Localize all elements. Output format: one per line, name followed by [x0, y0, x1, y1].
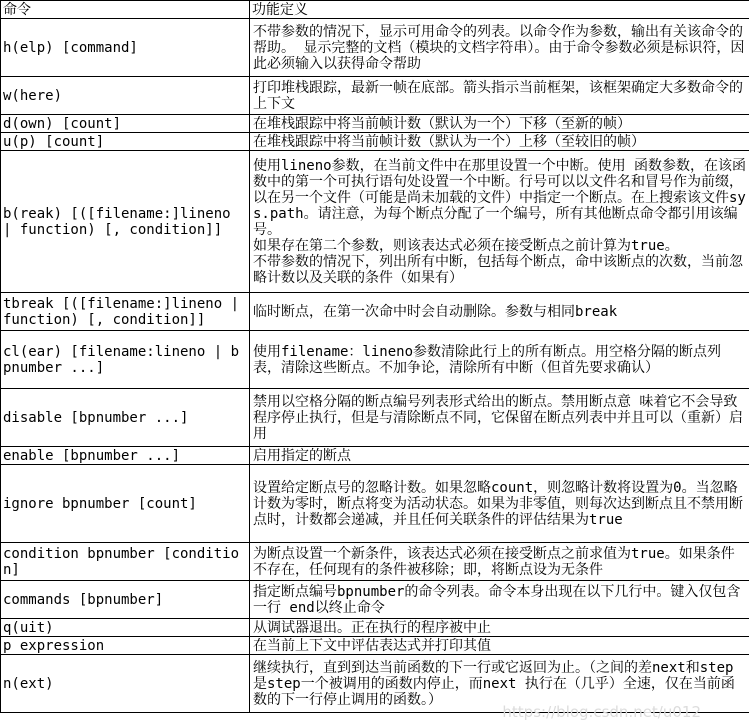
description-cell — [250, 465, 749, 543]
table-row — [1, 293, 749, 331]
command-cell: u(p) [count] — [1, 133, 250, 151]
table-row — [1, 115, 749, 133]
command-cell: tbreak [([filename:]lineno | function) [, condition]] — [1, 293, 250, 331]
description-cell — [250, 581, 749, 619]
description-paragraph: 临时断点，在第一次命中时会自动删除。参数与相同break — [253, 303, 618, 320]
table-row — [1, 19, 749, 77]
description-paragraph: 在当前上下文中评估表达式并打印其值 — [253, 637, 491, 654]
description-paragraph: 不带参数的情况下，列出所有中断，包括每个断点，命中该断点的次数，当前忽略计数以及关联的条件（如果有） — [253, 253, 743, 286]
table-row — [1, 133, 749, 151]
command-cell: h(elp) [command] — [1, 19, 250, 77]
description-paragraph: 不带参数的情况下，显示可用命令的列表。以命令作为参数，输出有关该命令的帮助。 显示完整的文档（模块的文档字符串）。由于命令参数必须是标识符，因此必须输入以获得命令帮助 — [253, 23, 745, 72]
description-paragraph: 在堆栈跟踪中将当前帧计数（默认为一个）下移（至新的帧） — [253, 115, 631, 132]
description-paragraph: 指定断点编号bpnumber的命令列表。命令本身出现在以下几行中。键入仅包含一行 end以终止命令 — [253, 583, 741, 616]
description-cell — [250, 151, 749, 293]
table-row — [1, 619, 749, 637]
description-cell — [250, 293, 749, 331]
command-cell: q(uit) — [1, 619, 250, 637]
description-cell — [250, 447, 749, 465]
table-header-row — [1, 1, 749, 19]
table-row — [1, 77, 749, 115]
command-cell: commands [bpnumber] — [1, 581, 250, 619]
description-cell — [250, 655, 749, 713]
description-paragraph: 禁用以空格分隔的断点编号列表形式给出的断点。禁用断点意 味着它不会导致程序停止执行，但是与清除断点不同，它保留在断点列表中并且可以（重新）启用 — [253, 393, 743, 442]
table-row — [1, 389, 749, 447]
command-cell: enable [bpnumber ...] — [1, 447, 250, 465]
description-cell — [250, 619, 749, 637]
description-paragraph: 使用filename：lineno参数清除此行上的所有断点。用空格分隔的断点列表，清除这些断点。不加争论，清除所有中断（但首先要求确认） — [253, 343, 722, 376]
description-paragraph: 在堆栈跟踪中将当前帧计数（默认为一个）上移（至较旧的帧） — [253, 133, 645, 150]
table-row — [1, 581, 749, 619]
command-cell: disable [bpnumber ...] — [1, 389, 250, 447]
description-cell — [250, 115, 749, 133]
description-paragraph: 如果存在第二个参数，则该表达式必须在接受断点之前计算为true。 — [253, 237, 679, 254]
description-cell — [250, 389, 749, 447]
table-row — [1, 151, 749, 293]
description-paragraph: 启用指定的断点 — [253, 447, 351, 464]
table-row — [1, 465, 749, 543]
table-row — [1, 655, 749, 713]
description-column-header: 功能定义 — [250, 1, 749, 19]
command-column-header: 命令 — [1, 1, 250, 19]
description-paragraph: 使用lineno参数，在当前文件中在那里设置一个中断。使用 函数参数，在该函数中的第一个可执行语句处设置一个中断。行号可以以文件名和冒号作为前缀，以在另一个文件（可能是尚未加载的文件）中指定一个断点。在上搜索该文件sys.path。请注意，为每个断点分配了一个编号，所有其他断点命令都引用该编号。 — [253, 157, 746, 238]
description-paragraph: 设置给定断点号的忽略计数。如果忽略count，则忽略计数将设置为0。当忽略计数为零时，断点将变为活动状态。如果为非零值，则每次达到断点且不禁用断点时，计数都会递减，并且任何关联条件的评估结果为true — [253, 479, 743, 528]
description-paragraph: 打印堆栈跟踪，最新一帧在底部。箭头指示当前框架，该框架确定大多数命令的上下文 — [253, 79, 743, 112]
command-cell: condition bpnumber [condition] — [1, 543, 250, 581]
description-cell — [250, 19, 749, 77]
description-paragraph: 为断点设置一个新条件，该表达式必须在接受断点之前求值为true。如果条件不存在，任何现有的条件被移除；即，将断点设为无条件 — [253, 545, 735, 578]
description-cell — [250, 77, 749, 115]
description-cell — [250, 543, 749, 581]
command-cell: ignore bpnumber [count] — [1, 465, 250, 543]
description-cell — [250, 133, 749, 151]
command-cell: p expression — [1, 637, 250, 655]
table-row — [1, 543, 749, 581]
command-cell: cl(ear) [filename:lineno | bpnumber ...] — [1, 331, 250, 389]
command-cell: d(own) [count] — [1, 115, 250, 133]
table-row — [1, 331, 749, 389]
description-paragraph: 继续执行，直到到达当前函数的下一行或它返回为止。（之间的差next和step是step一个被调用的函数内停止，而next 执行在（几乎）全速，仅在当前函数的下一行停止调用的函数。） — [253, 659, 735, 708]
table-row — [1, 447, 749, 465]
command-cell: w(here) — [1, 77, 250, 115]
description-paragraph: 从调试器退出。正在执行的程序被中止 — [253, 619, 491, 636]
command-cell: b(reak) [([filename:]lineno | function) [, condition]] — [1, 151, 250, 293]
command-cell: n(ext) — [1, 655, 250, 713]
table-row — [1, 637, 749, 655]
description-cell — [250, 331, 749, 389]
watermark: https://blog.csdn.net/u012 — [502, 703, 701, 721]
description-cell — [250, 637, 749, 655]
